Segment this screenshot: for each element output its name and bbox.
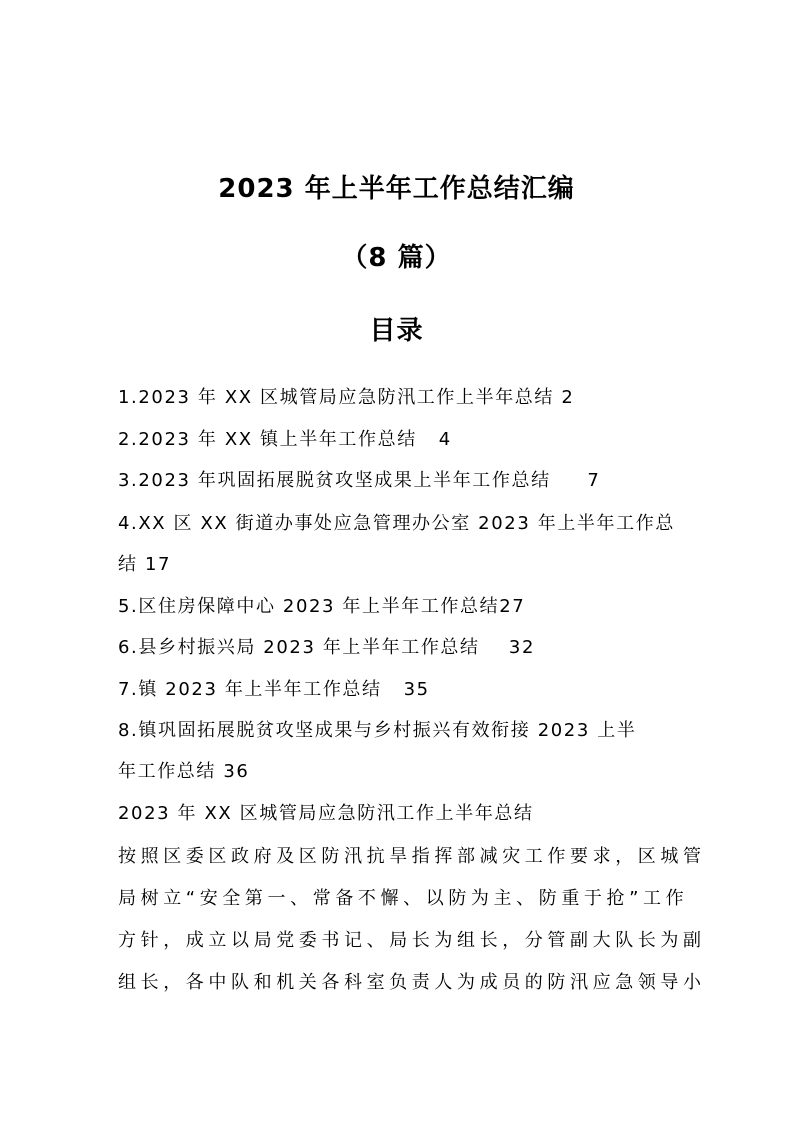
toc-entry-page: 17: [144, 554, 172, 575]
toc-entry-title: 4.XX 区 XX 街道办事处应急管理办公室 2023 年上半年工作总: [118, 513, 675, 534]
toc-entry-page: 7: [587, 470, 601, 491]
toc-entry-title: 7.镇 2023 年上半年工作总结: [118, 679, 382, 700]
toc-entry-page: 27: [499, 596, 526, 617]
body-text-line: 局树立“安全第一、常备不懈、以防为主、防重于抢”工作: [118, 888, 689, 909]
toc-entry[interactable]: [118, 428, 452, 452]
body-text-line: 组长，各中队和机关各科室负责人为成员的防汛应急领导小: [118, 972, 706, 993]
toc-entry-title-continued: 年工作总结: [118, 761, 216, 782]
toc-entry-page: 35: [403, 679, 430, 700]
body-text-line: 方针，成立以局党委书记、局长为组长，分管副大队长为副: [118, 930, 706, 951]
toc-heading: 目录: [369, 316, 424, 346]
section-heading: 2023 年 XX 区城管局应急防汛工作上半年总结: [118, 803, 534, 824]
toc-entry[interactable]: [118, 636, 535, 660]
toc-entry-title: 2.2023 年 XX 镇上半年工作总结: [118, 429, 417, 450]
toc-entry-page: 36: [223, 761, 250, 782]
toc-entry-title: 1.2023 年 XX 区城管局应急防汛工作上半年总结: [118, 387, 555, 408]
toc-entry[interactable]: [118, 719, 636, 743]
toc-entry-title: 5.区住房保障中心 2023 年上半年工作总结: [118, 596, 500, 617]
toc-entry-page: 32: [508, 637, 536, 658]
document-subtitle: （8 篇）: [341, 243, 452, 273]
toc-entry-page: 2: [561, 387, 575, 408]
toc-entry[interactable]: [118, 386, 574, 410]
document-title: 2023 年上半年工作总结汇编: [218, 174, 575, 204]
toc-entry-title-continued: 结: [118, 554, 138, 575]
toc-entry-title: 6.县乡村振兴局 2023 年上半年工作总结: [118, 637, 480, 658]
toc-entry-continuation[interactable]: [118, 553, 171, 577]
toc-entry[interactable]: [118, 595, 525, 619]
toc-entry-page: 4: [438, 429, 452, 450]
toc-entry-continuation[interactable]: [118, 760, 249, 784]
toc-entry[interactable]: [118, 512, 675, 536]
toc-entry[interactable]: [118, 469, 600, 493]
toc-entry-title: 8.镇巩固拓展脱贫攻坚成果与乡村振兴有效衔接 2023 上半: [118, 720, 637, 741]
body-text-line: 按照区委区政府及区防汛抗旱指挥部减灾工作要求，区城管: [118, 846, 706, 867]
toc-entry[interactable]: [118, 678, 430, 702]
toc-entry-title: 3.2023 年巩固拓展脱贫攻坚成果上半年工作总结: [118, 470, 551, 491]
